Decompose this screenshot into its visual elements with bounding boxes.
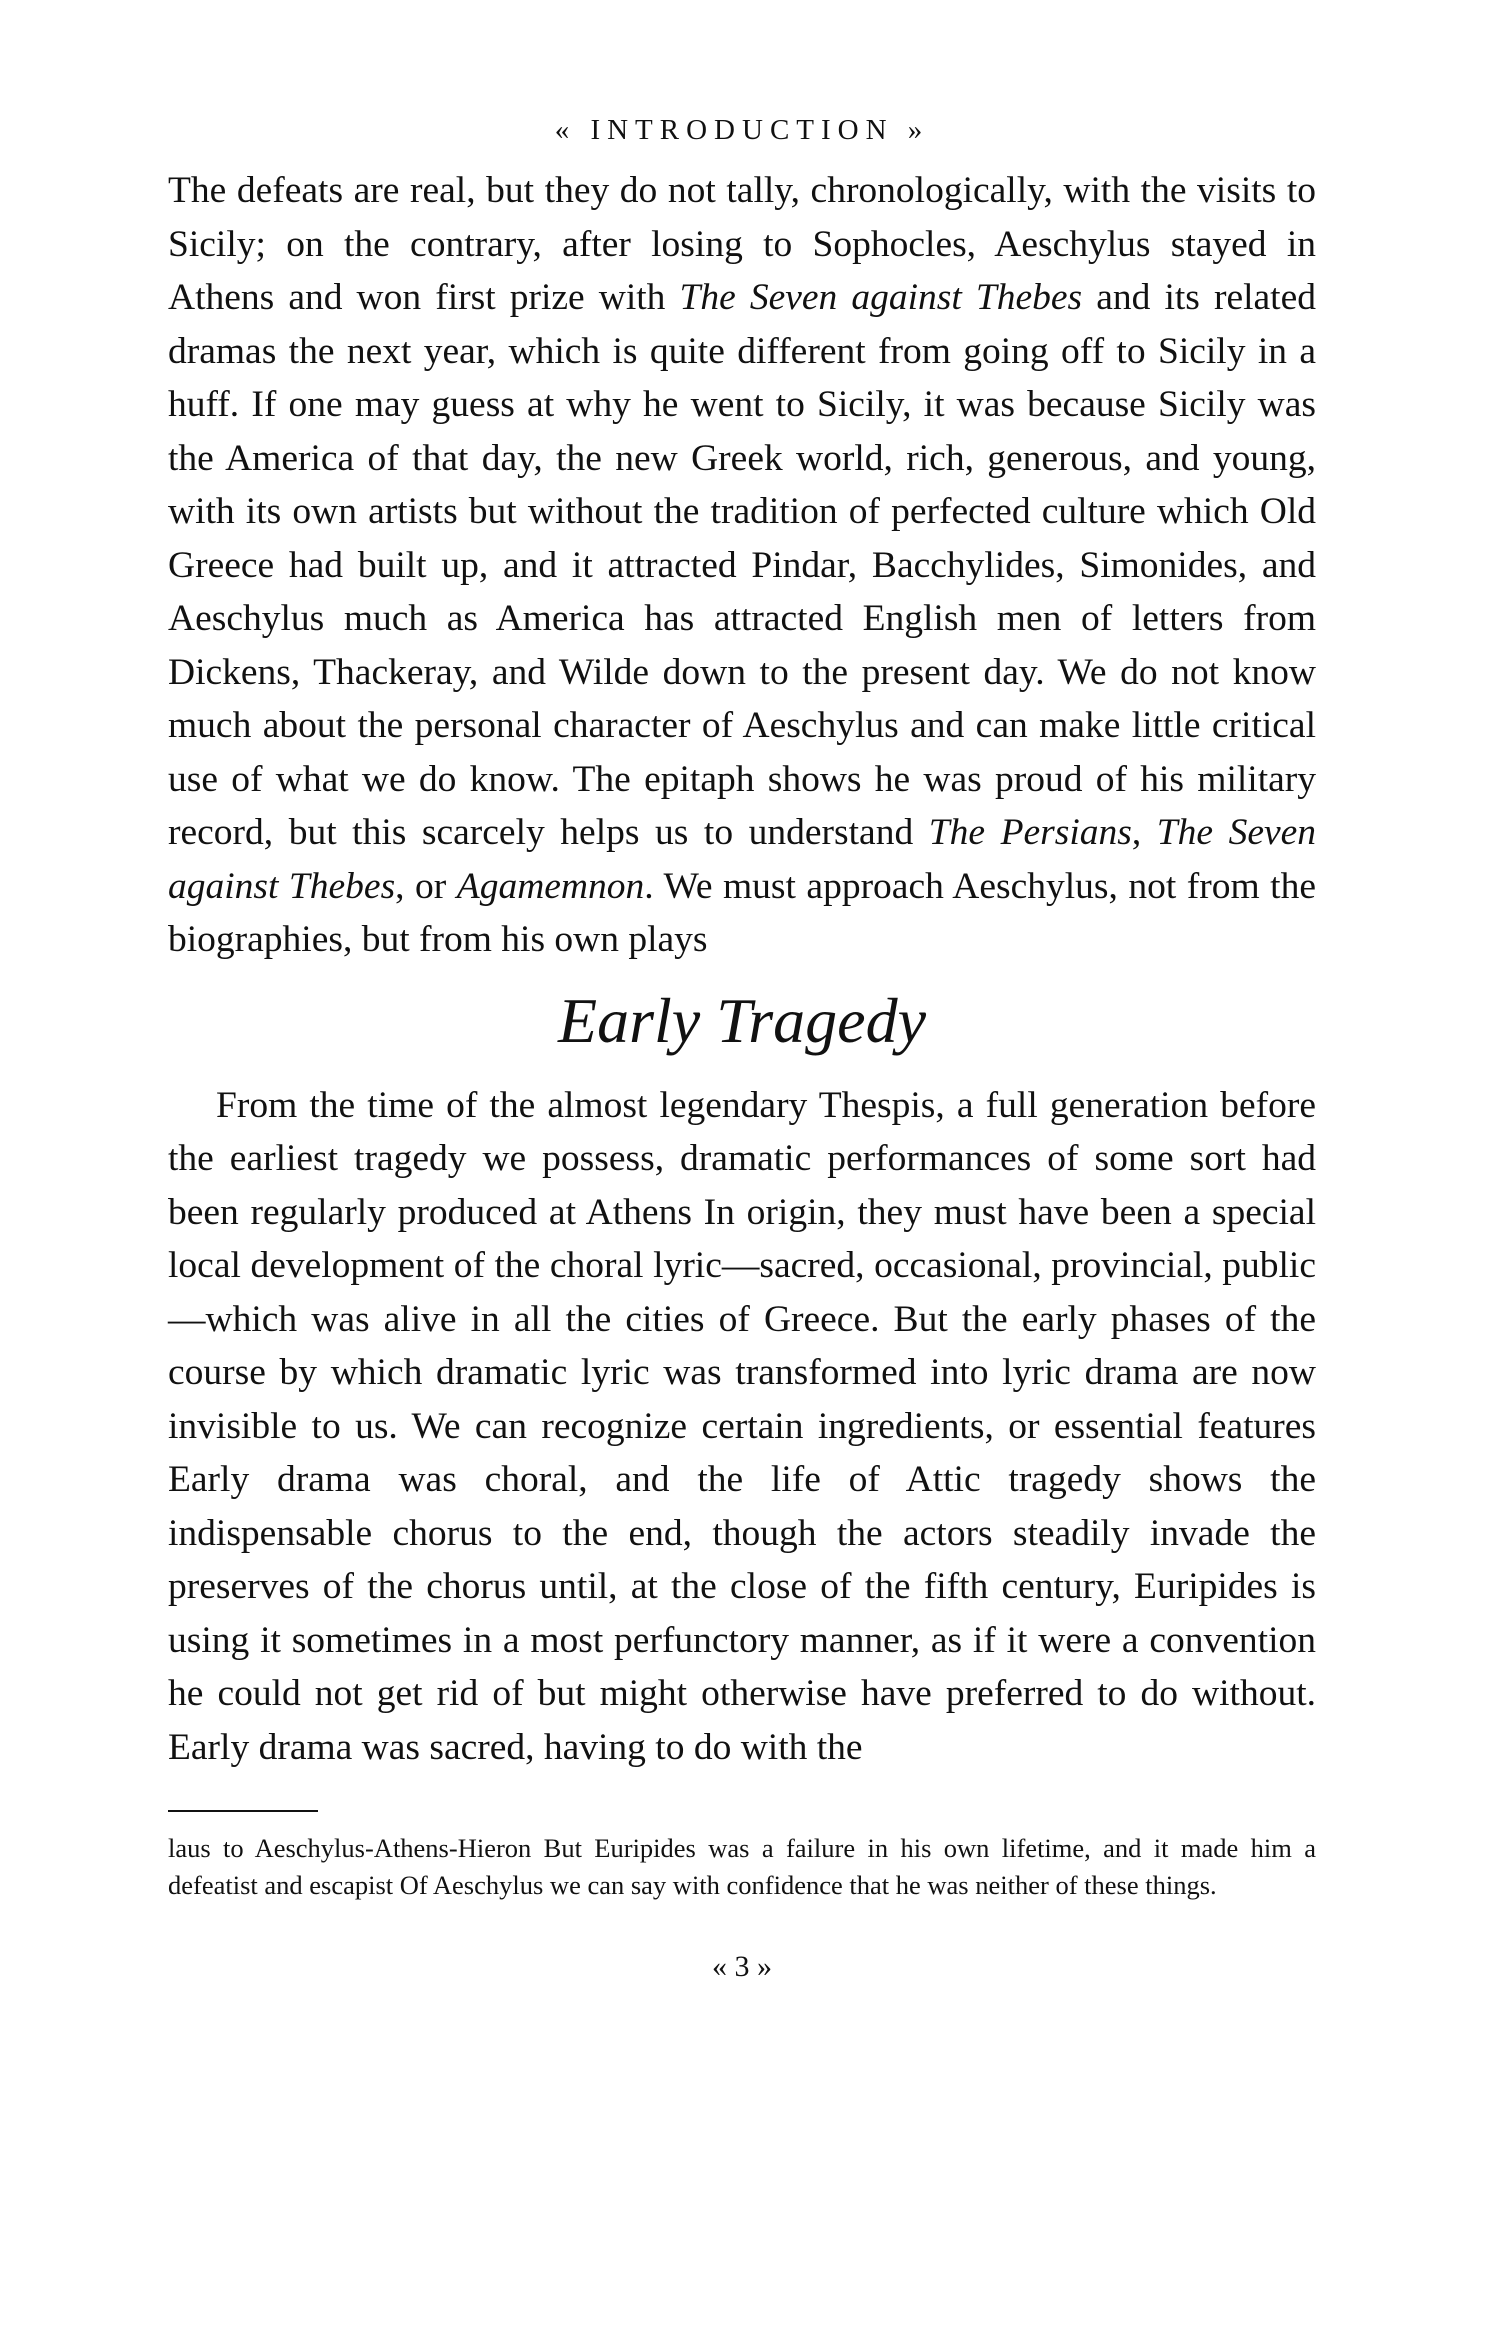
footnote: laus to Aeschylus-Athens-Hieron But Euripides was a failure in his own lifetime, and it made him a defeatist and escapist Of Aeschylus we can say with confidence that he was neither of these things. [168, 1833, 1316, 1900]
title-seven-against-thebes: The Seven against Thebes [679, 277, 1083, 318]
paragraph-aeschylus-sicily [168, 164, 1316, 967]
title-seven-against-thebes: The Seven against Thebes [168, 812, 1317, 907]
paragraph-early-tragedy: From the time of the almost legendary Thespis, a full generation before the earliest tragedy we possess, dramatic performances of some sort had been regularly produced at Athens In origin, they must have been a special local development of the choral lyric—sacred, occasional, provincial, public—which was alive in all the cities of Greece. But the early phases of the course by which dramatic lyric was transformed into lyric drama are now invisible to us. We can recognize certain ingredients, or essential features Early drama was choral, and the life of Attic tragedy shows the indispensable chorus to the end, though the actors steadily invade the preserves of the chorus until, at the close of the fifth century, Euripides is using it sometimes in a most perfunctory manner, as if it were a convention he could not get rid of but might otherwise have preferred to do without. Early drama was sacred, having to do with the [168, 1084, 1316, 1768]
paragraph-text: The defeats are real, but they do not tally, chronologically, with the visits to Sicily; on the contrary, after losing to Sophocles, Aeschylus stayed in Athens and won first prize with [168, 170, 1316, 318]
paragraph-text: , [1131, 812, 1157, 853]
page-number: « 3 » [712, 1950, 772, 1983]
title-the-persians: The Persians [928, 812, 1132, 853]
title-agamemnon: Agamemnon [456, 865, 645, 907]
footnote-rule [168, 1810, 318, 1812]
section-heading: Early Tragedy [558, 984, 926, 1056]
paragraph-text: and its related dramas the next year, which is quite different from going off to Sicily in a huff. If one may guess at why he went to Sicily, it was because Sicily was the America of that day, the new Greek world, rich, generous, and young, with its own artists but without the tradition of perfected culture which Old Greece had built up, and it attracted Pindar, Bacchylides, Simonides, and Aeschylus much as America has attracted English men of letters from Dickens, Thackeray, and Wilde down to the present day. We do not know much about the personal character of Aeschylus and can make little critical use of what we do know. The epitaph shows he was proud of his military record, but this scarcely helps us to understand [168, 277, 1316, 853]
book-page [168, 110, 1316, 1984]
paragraph-text: , or [395, 865, 457, 907]
running-head: « INTRODUCTION » [554, 114, 930, 146]
paragraph-text: . We must approach Aeschylus, not from the biographies, but from his own plays [168, 865, 1316, 960]
